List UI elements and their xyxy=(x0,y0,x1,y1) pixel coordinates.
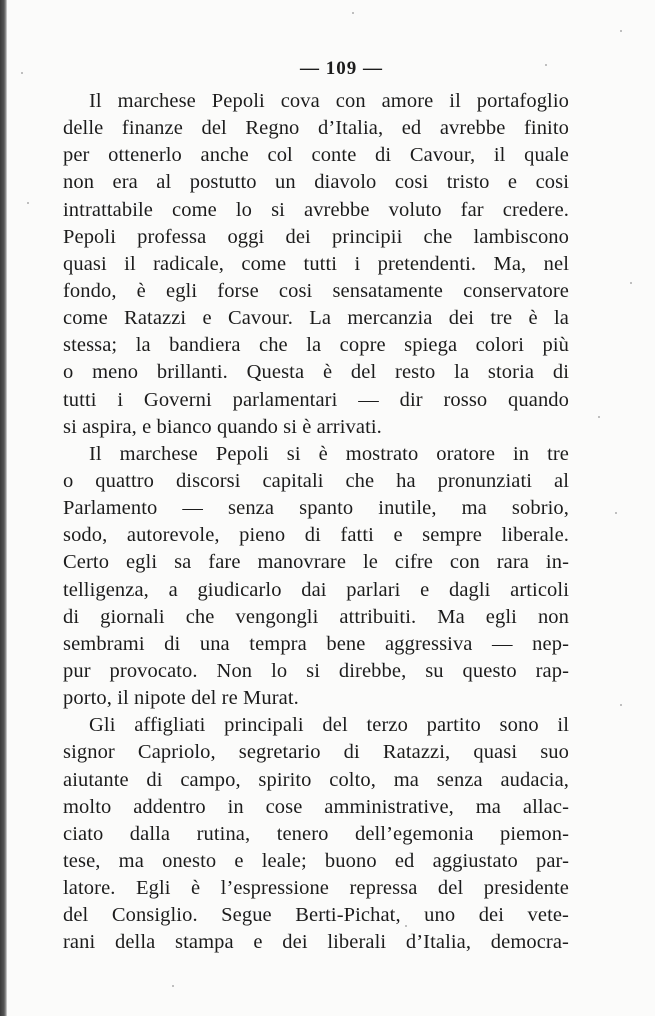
text-line: sodo, autorevole, pieno di fatti e sempre liberale. xyxy=(63,524,569,547)
text-line: Parlamento — senza spanto inutile, ma sobrio, xyxy=(63,497,569,520)
text-line: come Ratazzi e Cavour. La mercanzia dei tre è la xyxy=(63,307,569,330)
paragraph xyxy=(63,88,569,441)
text-line: Il marchese Pepoli si è mostrato oratore in tre xyxy=(89,442,569,465)
text-line: si aspira, e bianco quando si è arrivati. xyxy=(63,415,382,438)
page-binding-edge xyxy=(0,0,7,1016)
scan-speck xyxy=(615,512,617,514)
text-line: sembrami di una tempra bene aggressiva — nep- xyxy=(63,632,569,655)
text-line: delle finanze del Regno d’Italia, ed avrebbe finito xyxy=(63,117,569,140)
page-number: — 109 — xyxy=(300,58,383,79)
scan-speck xyxy=(620,704,622,706)
text-line: rani della stampa e dei liberali d’Italia, democra- xyxy=(63,931,569,954)
text-line: pur provocato. Non lo si direbbe, su questo rap- xyxy=(63,659,569,682)
text-line: Pepoli professa oggi dei principii che lambiscono xyxy=(63,225,569,248)
scan-speck xyxy=(172,985,174,987)
text-line: tese, ma onesto e leale; buono ed aggiustato par- xyxy=(63,849,569,872)
text-line: o quattro discorsi capitali che ha pronunziati al xyxy=(63,469,569,492)
text-line: di giornali che vengongli attribuiti. Ma egli non xyxy=(63,605,569,628)
text-line: o meno brillanti. Questa è del resto la storia di xyxy=(63,361,569,384)
text-line: Gli affigliati principali del terzo partito sono il xyxy=(89,714,569,737)
text-line: Il marchese Pepoli cova con amore il portafoglio xyxy=(89,90,569,112)
scan-speck xyxy=(352,12,354,14)
text-line: stessa; la bandiera che la copre spiega colori più xyxy=(63,334,569,357)
text-line: quasi il radicale, come tutti i pretendenti. Ma, nel xyxy=(63,252,569,275)
text-line: intrattabile come lo si avrebbe voluto far credere. xyxy=(63,198,569,221)
text-line: Certo egli sa fare manovrare le cifre con rara in- xyxy=(63,551,569,574)
text-line: ciato dalla rutina, tenero dell’egemonia piemon- xyxy=(63,822,569,845)
text-line: tutti i Governi parlamentari — dir rosso quando xyxy=(63,388,569,411)
scan-speck xyxy=(598,416,600,418)
paragraph xyxy=(63,712,569,956)
text-line: per ottenerlo anche col conte di Cavour, il quale xyxy=(63,144,569,167)
page-body-text xyxy=(63,88,569,957)
text-line: non era al postutto un diavolo cosi tristo e cosi xyxy=(63,171,569,194)
text-line: signor Capriolo, segretario di Ratazzi, quasi suo xyxy=(63,741,569,764)
text-line: fondo, è egli forse cosi sensatamente conservatore xyxy=(63,279,569,302)
scan-speck xyxy=(630,282,632,284)
text-line: telligenza, a giudicarlo dai parlari e dagli articoli xyxy=(63,578,569,601)
scan-speck xyxy=(620,30,622,32)
paragraph xyxy=(63,441,569,712)
text-line: del Consiglio. Segue Berti-Pichat, uno dei vete- xyxy=(63,904,569,927)
text-line: porto, il nipote del re Murat. xyxy=(63,687,299,710)
scan-speck xyxy=(27,202,29,204)
text-line: aiutante di campo, spirito colto, ma senza audacia, xyxy=(63,768,569,791)
text-line: latore. Egli è l’espressione repressa del presidente xyxy=(63,877,569,900)
text-line: molto addentro in cose amministrative, ma allac- xyxy=(63,795,569,818)
